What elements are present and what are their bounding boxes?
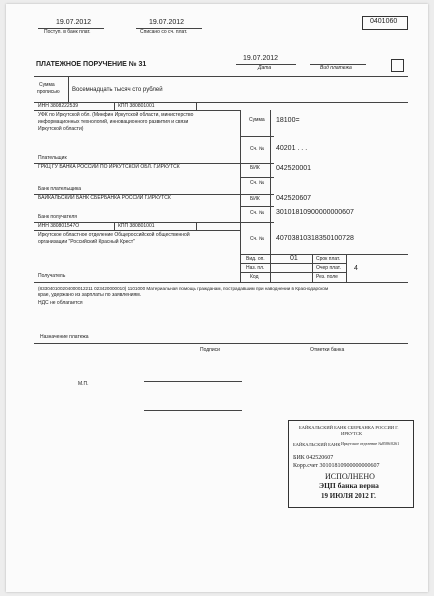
due-label: Срок плат. — [316, 256, 341, 262]
divider — [240, 263, 346, 264]
order-date: 19.07.2012 — [243, 55, 279, 62]
stamp-bank-short: БАЙКАЛЬСКИЙ БАНК — [293, 442, 341, 447]
op-type-value: 01 — [290, 255, 298, 262]
payee-bank-label: Банк получателя — [38, 214, 77, 220]
divider — [68, 76, 69, 102]
form-code: 0401060 — [370, 18, 398, 25]
divider — [240, 136, 274, 137]
payee-bank-name: БАЙКАЛЬСКИЙ БАНК СБЕРБАНКА РОССИИ Г.ИРКУТСК — [38, 195, 171, 201]
purpose-line-1: (833040100204000012211 023420000010) 1101000 Материальная помощь гражданам, пострадавшим при наводнении в Краснодарском — [38, 286, 329, 291]
stamp-date: 19 ИЮЛЯ 2012 Г. — [321, 492, 376, 500]
payer-bank-bik: 042520001 — [276, 165, 312, 172]
stamp-bik: БИК 042520607 — [293, 455, 334, 461]
seal-label: М.П. — [78, 381, 89, 387]
signature-line — [144, 381, 242, 382]
payer-bank-label: Банк плательщика — [38, 186, 82, 192]
divider — [114, 222, 115, 230]
divider — [34, 282, 408, 283]
payer-kpp: КПП 380801001 — [118, 103, 155, 109]
payee-bank-bik: 042520607 — [276, 195, 312, 202]
payee-name-line-2: организации "Российский Красный Крест" — [38, 239, 135, 245]
code-label: Код — [250, 274, 259, 280]
signature-line — [144, 410, 242, 411]
payer-inn: ИНН 3808222539 — [38, 103, 79, 109]
corr-account: 30101810900000000607 — [276, 209, 354, 216]
amount-words-label-2: прописью — [37, 89, 60, 95]
sum-value: 18100= — [276, 117, 300, 124]
checkbox-square — [391, 59, 404, 72]
stamp-status: ИСПОЛНЕНО — [325, 472, 375, 481]
payee-label: Получатель — [38, 273, 66, 279]
stamp-branch: Иркутское отделение №8586/0261 — [341, 441, 400, 446]
payment-order-document — [6, 4, 428, 592]
date-received: 19.07.2012 — [56, 19, 92, 26]
divider — [34, 110, 240, 111]
payee-bank-bik-label: БИК — [250, 196, 260, 202]
payer-account-label: Сч. № — [250, 146, 265, 152]
divider — [312, 254, 313, 282]
payer-label: Плательщик — [38, 155, 67, 161]
purpose-line-3: НДС не облагается — [38, 300, 83, 306]
bank-marks-label: Отметки банка — [310, 347, 345, 353]
payer-bank-account-label: Сч. № — [250, 180, 265, 186]
purpose-line-2: крае, удержано из зарплаты по заявлениям. — [38, 292, 142, 298]
date-received-label: Поступ. в банк плат. — [44, 29, 91, 35]
priority-value: 4 — [354, 265, 358, 272]
payer-name-line-1: УФК по Иркутской обл. (Минфин Иркутской области, министерство — [38, 112, 194, 118]
stamp-corr-account: Корр.счет 30101810900000000607 — [293, 463, 380, 469]
signatures-label: Подписи — [200, 347, 220, 353]
divider — [346, 254, 347, 282]
document-title: ПЛАТЕЖНОЕ ПОРУЧЕНИЕ № 31 — [36, 61, 147, 68]
purpose-label: Назначение платежа — [40, 334, 89, 340]
payer-name-line-2: информационных технологий, инновационного развития и связи — [38, 119, 189, 125]
amount-words-value: Восемнадцать тысяч сто рублей — [72, 87, 163, 93]
divider — [240, 206, 274, 207]
divider — [240, 272, 346, 273]
payee-name-line-1: Иркутское областное отделение Общероссийской общественной — [38, 232, 190, 238]
payer-name-line-3: Иркутской области) — [38, 126, 84, 132]
payer-bank-name: ГРКЦ ГУ БАНКА РОССИИ ПО ИРКУТСКОЙ ОБЛ. Г.ИРКУТСК — [38, 164, 180, 170]
divider — [34, 230, 240, 231]
sum-label: Сумма — [249, 117, 265, 123]
divider — [196, 222, 197, 230]
date-debited-label: Списано со сч. плат. — [140, 29, 188, 35]
payer-account: 40201 . . . — [276, 145, 308, 152]
stamp-bank-name: БАЙКАЛЬСКИЙ БАНК СБЕРБАНКА РОССИИ Г. — [299, 425, 399, 430]
priority-label: Очер плат. — [316, 265, 341, 271]
payee-account: 40703810318350100728 — [276, 235, 354, 242]
divider — [240, 254, 408, 255]
order-date-label: Дата — [258, 65, 272, 71]
divider — [34, 76, 408, 77]
payee-kpp: КПП 380801001 — [118, 223, 155, 229]
amount-words-label: Сумма — [39, 82, 55, 88]
payer-bank-bik-label: БИК — [250, 165, 260, 171]
op-type-label: Вид. оп. — [246, 256, 265, 262]
purpose-code-label: Наз. пл. — [246, 265, 265, 271]
stamp-signature-check: ЭЦП банка верна — [319, 481, 379, 490]
payee-bank-account-label: Сч. № — [250, 210, 265, 216]
divider — [114, 102, 115, 110]
payee-inn: ИНН 380801547О — [38, 223, 80, 229]
bank-stamp — [288, 420, 414, 508]
stamp-city: ИРКУТСК — [341, 431, 363, 436]
divider — [240, 177, 274, 178]
divider — [34, 343, 408, 344]
date-debited: 19.07.2012 — [149, 19, 185, 26]
reserve-label: Рез. поле — [316, 274, 338, 280]
divider — [34, 102, 408, 103]
payment-type-label: Вид платежа — [320, 65, 352, 71]
divider — [196, 102, 197, 110]
payee-account-label: Сч. № — [250, 236, 265, 242]
